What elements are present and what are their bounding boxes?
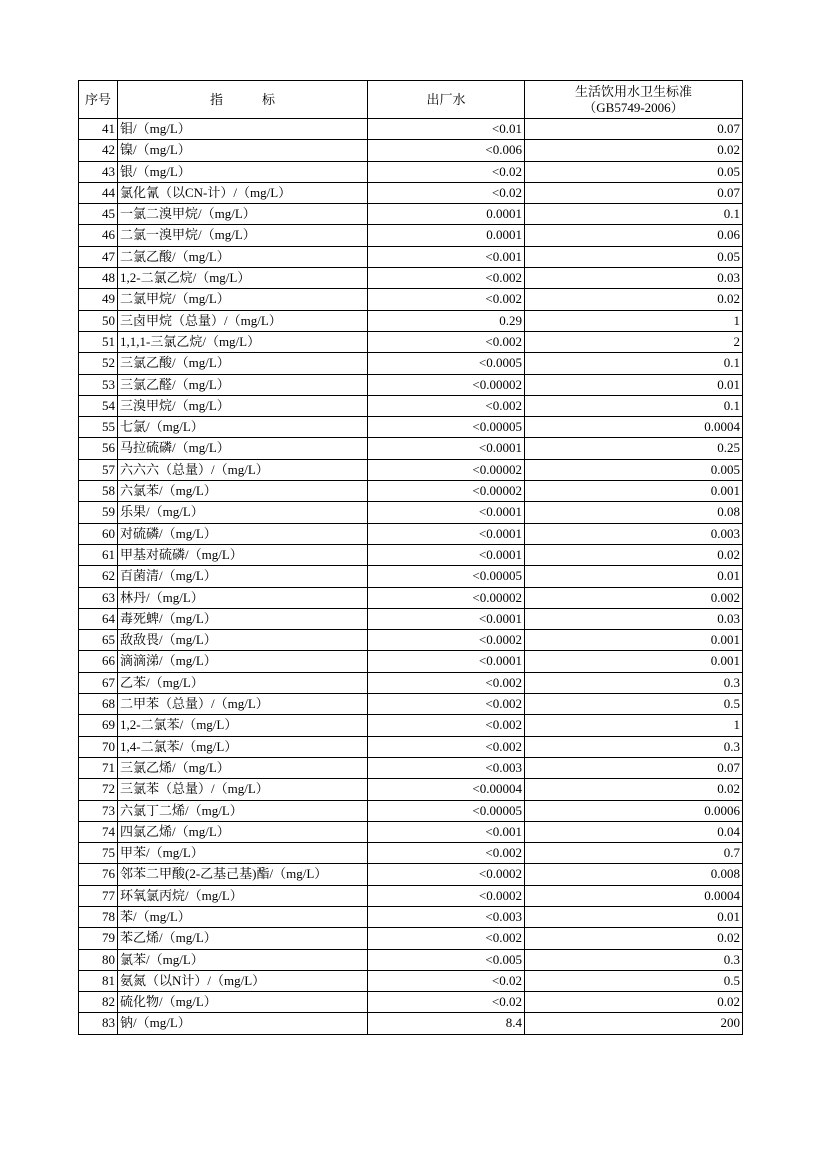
row-number-cell: 56 [79, 438, 118, 459]
standard-cell: 0.1 [525, 395, 743, 416]
indicator-cell: 三氯乙烯/（mg/L） [118, 757, 368, 778]
table-row [79, 523, 743, 544]
table-row [79, 651, 743, 672]
standard-cell: 0.001 [525, 630, 743, 651]
standard-cell: 0.02 [525, 289, 743, 310]
value-cell: <0.002 [368, 843, 525, 864]
row-number-cell: 83 [79, 1013, 118, 1034]
table-header [79, 81, 743, 119]
value-cell: <0.0001 [368, 502, 525, 523]
indicator-cell: 三氯乙醛/（mg/L） [118, 374, 368, 395]
standard-cell: 0.02 [525, 544, 743, 565]
row-number-cell: 73 [79, 800, 118, 821]
row-number-cell: 64 [79, 608, 118, 629]
indicator-cell: 1,2-二氯苯/（mg/L） [118, 715, 368, 736]
indicator-cell: 乙苯/（mg/L） [118, 672, 368, 693]
indicator-cell: 六氯苯/（mg/L） [118, 481, 368, 502]
indicator-cell: 马拉硫磷/（mg/L） [118, 438, 368, 459]
standard-cell: 0.0004 [525, 417, 743, 438]
table-row [79, 843, 743, 864]
value-cell: <0.0002 [368, 630, 525, 651]
indicator-cell: 镍/（mg/L） [118, 140, 368, 161]
row-number-cell: 74 [79, 821, 118, 842]
row-number-cell: 53 [79, 374, 118, 395]
value-cell: 8.4 [368, 1013, 525, 1034]
value-cell: <0.00002 [368, 481, 525, 502]
row-number-cell: 50 [79, 310, 118, 331]
value-cell: <0.0001 [368, 608, 525, 629]
standard-cell: 0.07 [525, 119, 743, 140]
standard-cell: 0.5 [525, 970, 743, 991]
value-cell: <0.002 [368, 736, 525, 757]
indicator-cell: 硫化物/（mg/L） [118, 992, 368, 1013]
indicator-cell: 六氯丁二烯/（mg/L） [118, 800, 368, 821]
standard-cell: 0.002 [525, 587, 743, 608]
indicator-cell: 六六六（总量）/（mg/L） [118, 459, 368, 480]
row-number-cell: 65 [79, 630, 118, 651]
row-number-cell: 46 [79, 225, 118, 246]
row-number-cell: 66 [79, 651, 118, 672]
row-number-cell: 48 [79, 268, 118, 289]
row-number-cell: 68 [79, 694, 118, 715]
row-number-cell: 60 [79, 523, 118, 544]
indicator-cell: 三卤甲烷（总量）/（mg/L） [118, 310, 368, 331]
indicator-cell: 二氯一溴甲烷/（mg/L） [118, 225, 368, 246]
row-number-cell: 77 [79, 885, 118, 906]
table-row [79, 502, 743, 523]
value-cell: <0.002 [368, 672, 525, 693]
indicator-cell: 乐果/（mg/L） [118, 502, 368, 523]
indicator-cell: 氨氮（以N计）/（mg/L） [118, 970, 368, 991]
standard-cell: 0.3 [525, 949, 743, 970]
table-row [79, 779, 743, 800]
indicator-cell: 氯苯/（mg/L） [118, 949, 368, 970]
value-cell: 0.0001 [368, 204, 525, 225]
standard-cell: 0.01 [525, 566, 743, 587]
value-cell: <0.001 [368, 246, 525, 267]
value-cell: <0.00002 [368, 374, 525, 395]
table-row [79, 630, 743, 651]
table-row [79, 608, 743, 629]
table-row [79, 821, 743, 842]
table-row [79, 906, 743, 927]
indicator-cell: 三氯乙酸/（mg/L） [118, 353, 368, 374]
table-body [79, 119, 743, 1035]
indicator-cell: 对硫磷/（mg/L） [118, 523, 368, 544]
value-cell: <0.002 [368, 715, 525, 736]
table-row [79, 225, 743, 246]
standard-cell: 0.03 [525, 268, 743, 289]
indicator-cell: 钠/（mg/L） [118, 1013, 368, 1034]
value-cell: <0.002 [368, 268, 525, 289]
table-row [79, 182, 743, 203]
indicator-cell: 百菌清/（mg/L） [118, 566, 368, 587]
standard-cell: 0.05 [525, 246, 743, 267]
standard-cell: 0.07 [525, 182, 743, 203]
standard-cell: 0.25 [525, 438, 743, 459]
value-cell: <0.006 [368, 140, 525, 161]
standard-cell: 200 [525, 1013, 743, 1034]
value-cell: <0.0005 [368, 353, 525, 374]
indicator-cell: 二氯甲烷/（mg/L） [118, 289, 368, 310]
standard-cell: 0.06 [525, 225, 743, 246]
indicator-cell: 毒死蜱/（mg/L） [118, 608, 368, 629]
table-row [79, 1013, 743, 1034]
value-cell: 0.0001 [368, 225, 525, 246]
standard-cell: 0.1 [525, 353, 743, 374]
row-number-cell: 72 [79, 779, 118, 800]
standard-cell: 0.02 [525, 140, 743, 161]
row-number-cell: 78 [79, 906, 118, 927]
standard-cell: 0.7 [525, 843, 743, 864]
standard-cell: 0.02 [525, 928, 743, 949]
row-number-cell: 57 [79, 459, 118, 480]
table-row [79, 949, 743, 970]
table-row [79, 246, 743, 267]
value-cell: <0.0001 [368, 438, 525, 459]
value-cell: <0.0001 [368, 523, 525, 544]
indicator-cell: 苯/（mg/L） [118, 906, 368, 927]
standard-cell: 0.3 [525, 736, 743, 757]
row-number-cell: 52 [79, 353, 118, 374]
value-cell: 0.29 [368, 310, 525, 331]
standard-cell: 0.003 [525, 523, 743, 544]
table-row [79, 715, 743, 736]
indicator-cell: 银/（mg/L） [118, 161, 368, 182]
table-row [79, 566, 743, 587]
row-number-cell: 82 [79, 992, 118, 1013]
table-row [79, 864, 743, 885]
value-cell: <0.01 [368, 119, 525, 140]
indicator-cell: 1,1,1-三氯乙烷/（mg/L） [118, 331, 368, 352]
table-row [79, 310, 743, 331]
indicator-cell: 一氯二溴甲烷/（mg/L） [118, 204, 368, 225]
indicator-cell: 苯乙烯/（mg/L） [118, 928, 368, 949]
value-cell: <0.002 [368, 928, 525, 949]
header-row [79, 81, 743, 119]
value-cell: <0.005 [368, 949, 525, 970]
indicator-cell: 滴滴涕/（mg/L） [118, 651, 368, 672]
indicator-cell: 钼/（mg/L） [118, 119, 368, 140]
row-number-cell: 49 [79, 289, 118, 310]
row-number-cell: 76 [79, 864, 118, 885]
row-number-cell: 45 [79, 204, 118, 225]
standard-cell: 0.01 [525, 374, 743, 395]
row-number-cell: 80 [79, 949, 118, 970]
standard-cell: 2 [525, 331, 743, 352]
value-cell: <0.002 [368, 694, 525, 715]
indicator-cell: 四氯乙烯/（mg/L） [118, 821, 368, 842]
standard-cell: 0.5 [525, 694, 743, 715]
standard-cell: 0.01 [525, 906, 743, 927]
table-row [79, 928, 743, 949]
value-cell: <0.002 [368, 331, 525, 352]
value-cell: <0.00004 [368, 779, 525, 800]
standard-cell: 0.07 [525, 757, 743, 778]
value-cell: <0.0001 [368, 544, 525, 565]
standard-cell: 0.001 [525, 651, 743, 672]
standard-cell: 0.02 [525, 992, 743, 1013]
row-number-cell: 54 [79, 395, 118, 416]
header-standard [525, 81, 743, 119]
table-row [79, 992, 743, 1013]
standard-cell: 0.05 [525, 161, 743, 182]
value-cell: <0.00005 [368, 417, 525, 438]
value-cell: <0.02 [368, 992, 525, 1013]
standard-cell: 0.005 [525, 459, 743, 480]
row-number-cell: 79 [79, 928, 118, 949]
water-quality-table [78, 80, 743, 1035]
standard-cell: 0.08 [525, 502, 743, 523]
row-number-cell: 71 [79, 757, 118, 778]
table-row [79, 331, 743, 352]
indicator-cell: 三氯苯（总量）/（mg/L） [118, 779, 368, 800]
indicator-cell: 二氯乙酸/（mg/L） [118, 246, 368, 267]
standard-cell: 0.001 [525, 481, 743, 502]
standard-cell: 0.04 [525, 821, 743, 842]
table-row [79, 438, 743, 459]
table-row [79, 587, 743, 608]
value-cell: <0.002 [368, 289, 525, 310]
row-number-cell: 43 [79, 161, 118, 182]
table-row [79, 140, 743, 161]
row-number-cell: 62 [79, 566, 118, 587]
table-row [79, 481, 743, 502]
row-number-cell: 67 [79, 672, 118, 693]
header-standard-line2: （GB5749-2006） [583, 99, 684, 115]
row-number-cell: 81 [79, 970, 118, 991]
row-number-cell: 58 [79, 481, 118, 502]
indicator-cell: 甲基对硫磷/（mg/L） [118, 544, 368, 565]
indicator-cell: 氯化氰（以CN-计）/（mg/L） [118, 182, 368, 203]
value-cell: <0.00005 [368, 800, 525, 821]
table-row [79, 204, 743, 225]
indicator-cell: 林丹/（mg/L） [118, 587, 368, 608]
row-number-cell: 70 [79, 736, 118, 757]
table-row [79, 353, 743, 374]
table-row [79, 800, 743, 821]
value-cell: <0.003 [368, 757, 525, 778]
indicator-cell: 敌敌畏/（mg/L） [118, 630, 368, 651]
table-row [79, 544, 743, 565]
table-row [79, 970, 743, 991]
table-row [79, 736, 743, 757]
table-row [79, 672, 743, 693]
value-cell: <0.02 [368, 182, 525, 203]
indicator-cell: 1,4-二氯苯/（mg/L） [118, 736, 368, 757]
value-cell: <0.002 [368, 395, 525, 416]
value-cell: <0.02 [368, 161, 525, 182]
value-cell: <0.003 [368, 906, 525, 927]
table-row [79, 268, 743, 289]
row-number-cell: 42 [79, 140, 118, 161]
row-number-cell: 51 [79, 331, 118, 352]
row-number-cell: 47 [79, 246, 118, 267]
table-row [79, 395, 743, 416]
row-number-cell: 55 [79, 417, 118, 438]
row-number-cell: 63 [79, 587, 118, 608]
value-cell: <0.00005 [368, 566, 525, 587]
table-row [79, 885, 743, 906]
table-row [79, 417, 743, 438]
row-number-cell: 61 [79, 544, 118, 565]
row-number-cell: 75 [79, 843, 118, 864]
standard-cell: 1 [525, 310, 743, 331]
header-indicator: 指 标 [118, 81, 368, 119]
row-number-cell: 44 [79, 182, 118, 203]
table-row [79, 119, 743, 140]
row-number-cell: 41 [79, 119, 118, 140]
indicator-cell: 环氧氯丙烷/（mg/L） [118, 885, 368, 906]
standard-cell: 1 [525, 715, 743, 736]
standard-cell: 0.0004 [525, 885, 743, 906]
indicator-cell: 1,2-二氯乙烷/（mg/L） [118, 268, 368, 289]
standard-cell: 0.1 [525, 204, 743, 225]
value-cell: <0.00002 [368, 587, 525, 608]
indicator-cell: 七氯/（mg/L） [118, 417, 368, 438]
indicator-cell: 二甲苯（总量）/（mg/L） [118, 694, 368, 715]
row-number-cell: 59 [79, 502, 118, 523]
value-cell: <0.0001 [368, 651, 525, 672]
table-row [79, 459, 743, 480]
value-cell: <0.02 [368, 970, 525, 991]
table-row [79, 289, 743, 310]
value-cell: <0.0002 [368, 864, 525, 885]
value-cell: <0.001 [368, 821, 525, 842]
value-cell: <0.0002 [368, 885, 525, 906]
indicator-cell: 甲苯/（mg/L） [118, 843, 368, 864]
standard-cell: 0.02 [525, 779, 743, 800]
header-value: 出厂水 [368, 81, 525, 119]
table-row [79, 757, 743, 778]
header-no: 序号 [79, 81, 118, 119]
table-row [79, 161, 743, 182]
table-row [79, 694, 743, 715]
row-number-cell: 69 [79, 715, 118, 736]
standard-cell: 0.0006 [525, 800, 743, 821]
standard-cell: 0.03 [525, 608, 743, 629]
value-cell: <0.00002 [368, 459, 525, 480]
standard-cell: 0.3 [525, 672, 743, 693]
indicator-cell: 邻苯二甲酸(2-乙基己基)酯/（mg/L） [118, 864, 368, 885]
header-standard-line1: 生活饮用水卫生标准 [574, 83, 692, 99]
table-row [79, 374, 743, 395]
indicator-cell: 三溴甲烷/（mg/L） [118, 395, 368, 416]
standard-cell: 0.008 [525, 864, 743, 885]
